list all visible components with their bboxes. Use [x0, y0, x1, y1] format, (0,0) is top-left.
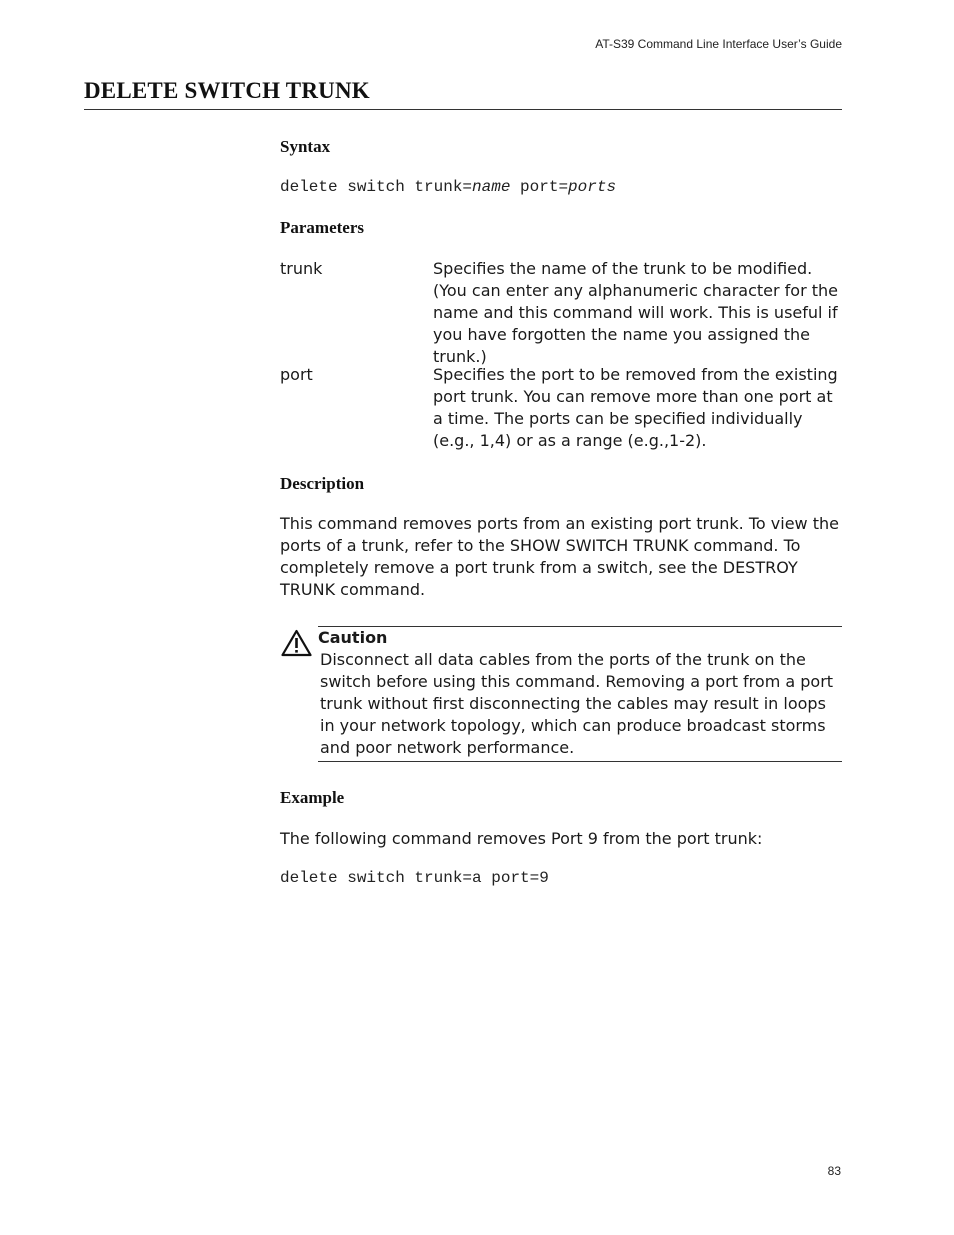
page-number: 83 [827, 1164, 841, 1178]
warning-triangle-icon [281, 629, 312, 657]
example-heading: Example [280, 788, 345, 807]
description-text: This command removes ports from an existing port trunk. To view the ports of a trunk, refer to the SHOW SWITCH TRUNK command. To completely remove a port trunk from a switch, see the DESTROY TRUNK command. [280, 514, 839, 599]
syntax-command-part2: port= [510, 178, 569, 196]
syntax-heading: Syntax [280, 137, 331, 156]
syntax-command [280, 178, 616, 196]
caution-text: Disconnect all data cables from the ports of the trunk on the switch before using this command. Removing a port from a port trunk without first disconnecting the cables may result in loops in your network topology, which can produce broadcast storms and poor network performance. [320, 650, 834, 757]
param-desc-port: Specifies the port to be removed from the existing port trunk. You can remove more than one port at a time. The ports can be specified individually (e.g., 1,4) or as a range (e.g.,1-2). [433, 365, 838, 450]
running-header: AT-S39 Command Line Interface User’s Guide [595, 37, 842, 51]
param-desc-trunk: Specifies the name of the trunk to be modified. (You can enter any alphanumeric character for the name and this command will work. This is useful if you have forgotten the name you assigned the trunk.) [433, 259, 839, 366]
title-rule [84, 109, 842, 110]
caution-box [280, 626, 842, 762]
syntax-command-part1: delete switch trunk= [280, 178, 473, 196]
param-name-trunk: trunk [280, 259, 323, 278]
param-name-port: port [280, 365, 313, 384]
syntax-arg-name: name [472, 178, 511, 196]
example-command: delete switch trunk=a port=9 [280, 869, 549, 887]
caution-top-rule [318, 626, 842, 627]
example-text: The following command removes Port 9 from the port trunk: [280, 829, 763, 848]
parameters-heading: Parameters [280, 218, 365, 237]
description-heading: Description [280, 474, 365, 493]
syntax-arg-ports: ports [568, 178, 617, 196]
caution-title: Caution [318, 628, 388, 647]
page-title: DELETE SWITCH TRUNK [84, 78, 370, 103]
caution-bottom-rule [318, 761, 842, 762]
